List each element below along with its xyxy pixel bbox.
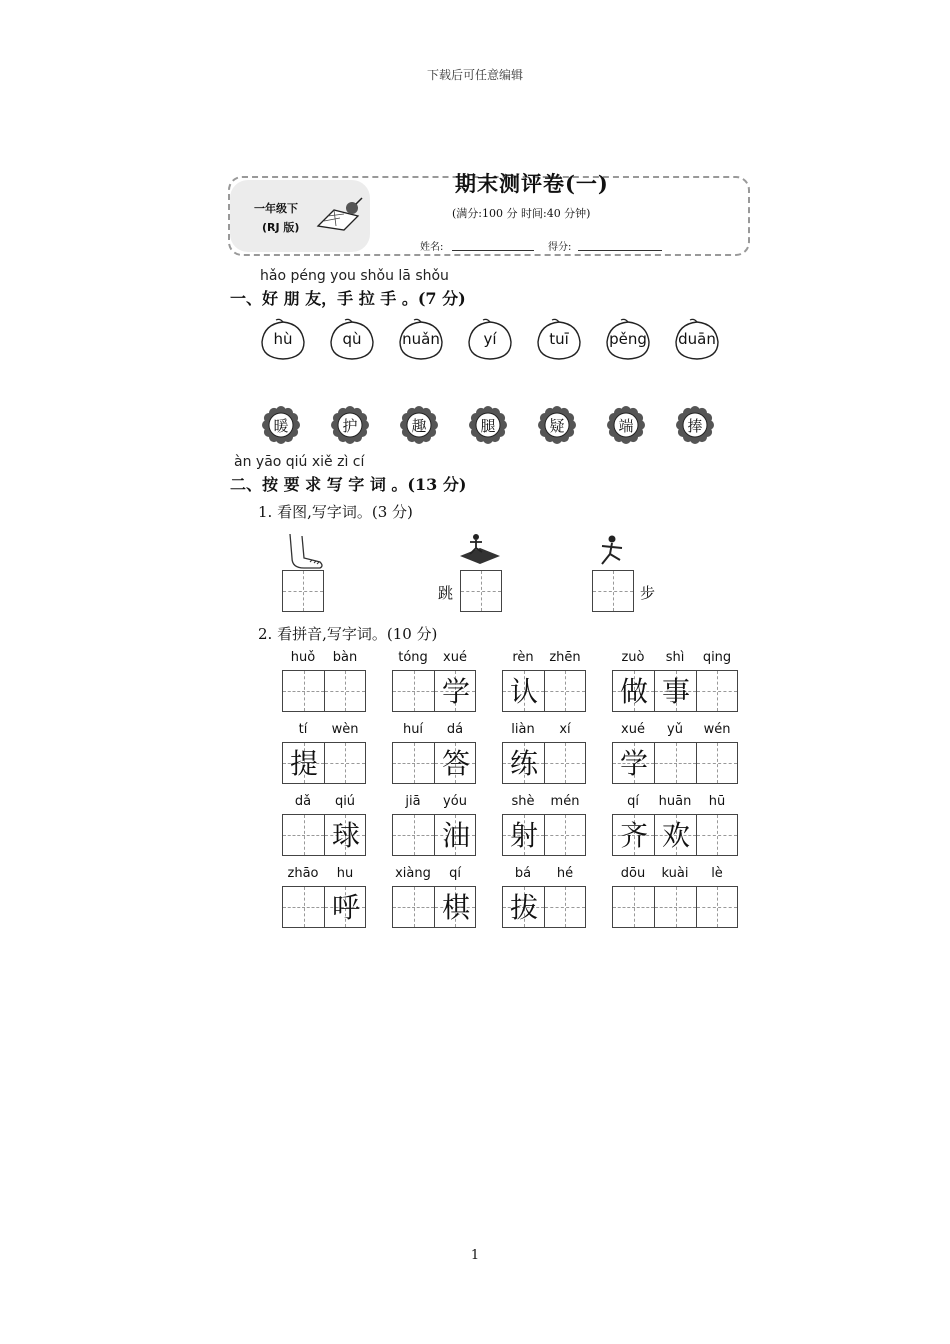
answer-box-run[interactable]	[592, 570, 634, 612]
tianzi-box[interactable]	[544, 814, 586, 856]
exam-meta: (满分:100 分 时间:40 分钟)	[452, 207, 591, 220]
box-char: 呼	[331, 891, 360, 924]
flower-card[interactable]	[262, 406, 300, 444]
flower-char: 趣	[411, 417, 427, 435]
word-box-group	[282, 670, 366, 712]
box-char: 球	[331, 819, 360, 852]
pinyin-label-row	[612, 650, 738, 665]
pinyin-syllable: huān	[658, 794, 692, 809]
peach-card[interactable]	[396, 318, 446, 362]
pinyin-syllable: xiàng	[395, 866, 431, 881]
word-box-group	[612, 670, 738, 712]
pinyin-label-row	[612, 794, 738, 809]
tianzi-box[interactable]	[696, 814, 738, 856]
pinyin-label-row	[392, 650, 476, 665]
pinyin-syllable: yǔ	[667, 722, 683, 737]
tianzi-box[interactable]	[612, 886, 654, 928]
pinyin-syllable: shì	[665, 650, 685, 665]
pinyin-syllable: lè	[711, 866, 723, 881]
peach-pinyin: pěng	[609, 330, 647, 348]
pinyin-syllable: dōu	[620, 866, 646, 881]
tianzi-box[interactable]	[544, 670, 586, 712]
pinyin-label-row	[392, 866, 476, 881]
tianzi-box[interactable]	[324, 886, 366, 928]
box-char: 学	[441, 675, 470, 708]
word-box-group	[502, 670, 586, 712]
header-note: 下载后可任意编辑	[426, 68, 523, 82]
pinyin-syllable: dǎ	[294, 794, 312, 809]
box-char: 油	[441, 819, 470, 852]
run-after-label: 步	[640, 584, 656, 602]
tianzi-box[interactable]	[544, 886, 586, 928]
section2-title: 二、按 要 求 写 字 词 。(13 分)	[230, 475, 467, 494]
flower-char: 腿	[480, 417, 496, 435]
word-box-group	[612, 814, 738, 856]
peach-card[interactable]	[327, 318, 377, 362]
tianzi-box[interactable]	[282, 670, 324, 712]
word-box-group	[392, 742, 476, 784]
box-char: 学	[619, 747, 648, 780]
pinyin-syllable: qiú	[334, 794, 356, 809]
word-box-group	[502, 886, 586, 928]
jump-before-label: 跳	[438, 584, 454, 602]
word-box-group	[282, 742, 366, 784]
section1-pinyin: hǎo péng you shǒu lā shǒu	[260, 268, 449, 284]
tianzi-box[interactable]	[654, 886, 696, 928]
peach-card[interactable]	[672, 318, 722, 362]
q2-title: 2. 看拼音,写字词。(10 分)	[258, 625, 438, 643]
pinyin-label-row	[502, 866, 586, 881]
tianzi-box[interactable]	[324, 670, 366, 712]
word-box-group	[612, 886, 738, 928]
box-char: 练	[509, 747, 538, 780]
pinyin-syllable: tí	[298, 722, 308, 737]
pinyin-label-row	[612, 866, 738, 881]
pinyin-syllable: xí	[559, 722, 571, 737]
running-icon	[594, 534, 630, 568]
pinyin-syllable: kuài	[661, 866, 689, 881]
tianzi-box[interactable]	[654, 670, 696, 712]
tianzi-box[interactable]	[654, 814, 696, 856]
flower-card[interactable]	[538, 406, 576, 444]
tianzi-box[interactable]	[282, 814, 324, 856]
word-box-group	[392, 814, 476, 856]
pinyin-syllable: wén	[703, 722, 731, 737]
pinyin-syllable: qí	[449, 866, 461, 881]
box-char: 答	[441, 747, 470, 780]
tianzi-box[interactable]	[696, 886, 738, 928]
tianzi-box[interactable]	[282, 886, 324, 928]
score-label: 得分:	[548, 242, 572, 253]
pinyin-syllable: xué	[621, 722, 645, 737]
pinyin-syllable: wèn	[331, 722, 359, 737]
flower-card[interactable]	[607, 406, 645, 444]
peach-card[interactable]	[465, 318, 515, 362]
pinyin-syllable: huí	[402, 722, 424, 737]
pinyin-label-row	[502, 650, 586, 665]
tianzi-box[interactable]	[612, 742, 654, 784]
name-field[interactable]	[452, 250, 534, 251]
pinyin-label-row	[612, 722, 738, 737]
peach-pinyin: qù	[342, 330, 362, 348]
word-box-group	[502, 814, 586, 856]
box-char: 射	[509, 819, 538, 852]
flower-char: 捧	[687, 417, 703, 435]
pinyin-label-row	[392, 722, 476, 737]
tianzi-box[interactable]	[434, 670, 476, 712]
peach-pinyin: tuī	[549, 330, 569, 348]
pinyin-syllable: liàn	[511, 722, 535, 737]
pinyin-label-row	[282, 794, 366, 809]
pinyin-label-row	[392, 794, 476, 809]
tianzi-box[interactable]	[434, 742, 476, 784]
tianzi-box[interactable]	[612, 670, 654, 712]
pinyin-syllable: dá	[446, 722, 464, 737]
pinyin-syllable: huǒ	[290, 650, 316, 665]
peach-pinyin: yí	[483, 330, 497, 348]
pinyin-syllable: zhāo	[287, 866, 319, 881]
book-icon	[314, 196, 366, 232]
pinyin-label-row	[282, 866, 366, 881]
tianzi-box[interactable]	[502, 742, 544, 784]
flower-card[interactable]	[400, 406, 438, 444]
box-char: 齐	[619, 819, 648, 852]
tianzi-box[interactable]	[392, 886, 434, 928]
flower-char: 疑	[549, 417, 565, 435]
peach-card[interactable]	[258, 318, 308, 362]
box-char: 拔	[509, 891, 538, 924]
flower-char: 护	[342, 417, 358, 435]
score-field[interactable]	[578, 250, 662, 251]
pinyin-syllable: hū	[708, 794, 726, 809]
tianzi-box[interactable]	[324, 814, 366, 856]
answer-box-foot[interactable]	[282, 570, 324, 612]
word-box-group	[612, 742, 738, 784]
grade-label: 一年级下	[254, 202, 298, 215]
box-char: 提	[289, 747, 318, 780]
pinyin-syllable: rèn	[512, 650, 534, 665]
pinyin-syllable: shè	[511, 794, 535, 809]
flower-card[interactable]	[469, 406, 507, 444]
word-box-group	[392, 670, 476, 712]
pinyin-label-row	[282, 722, 366, 737]
pinyin-syllable: yóu	[443, 794, 467, 809]
pinyin-syllable: qí	[627, 794, 639, 809]
pinyin-label-row	[502, 794, 586, 809]
peach-pinyin: duān	[678, 330, 716, 348]
exam-title: 期末测评卷(一)	[455, 171, 609, 196]
pinyin-syllable: bàn	[332, 650, 358, 665]
pinyin-syllable: hé	[556, 866, 574, 881]
tianzi-box[interactable]	[392, 742, 434, 784]
tianzi-box[interactable]	[544, 742, 586, 784]
tianzi-box[interactable]	[434, 814, 476, 856]
section1-title: 一、好 朋 友，手 拉 手 。(7 分)	[230, 289, 466, 308]
pinyin-syllable: zuò	[621, 650, 645, 665]
pinyin-syllable: xué	[443, 650, 467, 665]
peach-pinyin: nuǎn	[402, 330, 440, 348]
peach-pinyin: hù	[273, 330, 293, 348]
answer-box-jump[interactable]	[460, 570, 502, 612]
box-char: 事	[661, 675, 690, 708]
q1-title: 1. 看图,写字词。(3 分)	[258, 503, 413, 521]
section2-pinyin: àn yāo qiú xiě zì cí	[234, 454, 365, 470]
tianzi-box[interactable]	[612, 814, 654, 856]
name-label: 姓名:	[420, 242, 444, 253]
flower-char: 端	[618, 417, 634, 435]
peach-card[interactable]	[603, 318, 653, 362]
box-char: 做	[619, 675, 648, 708]
foot-icon	[282, 532, 326, 572]
pinyin-syllable: jiā	[405, 794, 421, 809]
tianzi-box[interactable]	[324, 742, 366, 784]
tianzi-box[interactable]	[696, 742, 738, 784]
tianzi-box[interactable]	[392, 814, 434, 856]
tianzi-box[interactable]	[502, 814, 544, 856]
tianzi-box[interactable]	[654, 742, 696, 784]
flower-char: 暖	[273, 417, 289, 435]
flower-card[interactable]	[331, 406, 369, 444]
pinyin-syllable: qing	[702, 650, 732, 665]
pinyin-syllable: zhēn	[549, 650, 581, 665]
box-char: 欢	[661, 819, 690, 852]
flower-card[interactable]	[676, 406, 714, 444]
tianzi-box[interactable]	[392, 670, 434, 712]
jump-icon	[456, 532, 504, 568]
word-box-group	[502, 742, 586, 784]
word-box-group	[282, 886, 366, 928]
pinyin-syllable: mén	[550, 794, 580, 809]
tianzi-box[interactable]	[434, 886, 476, 928]
edition-label: (RJ 版)	[262, 221, 300, 234]
tianzi-box[interactable]	[502, 670, 544, 712]
word-box-group	[282, 814, 366, 856]
tianzi-box[interactable]	[502, 886, 544, 928]
pinyin-syllable: tóng	[398, 650, 428, 665]
tianzi-box[interactable]	[282, 742, 324, 784]
box-char: 棋	[441, 891, 470, 924]
tianzi-box[interactable]	[696, 670, 738, 712]
pinyin-label-row	[502, 722, 586, 737]
peach-card[interactable]	[534, 318, 584, 362]
word-box-group	[392, 886, 476, 928]
box-char: 认	[509, 675, 538, 708]
pinyin-syllable: hu	[336, 866, 354, 881]
page-number: 1	[470, 1248, 480, 1263]
pinyin-syllable: bá	[514, 866, 532, 881]
pinyin-label-row	[282, 650, 366, 665]
